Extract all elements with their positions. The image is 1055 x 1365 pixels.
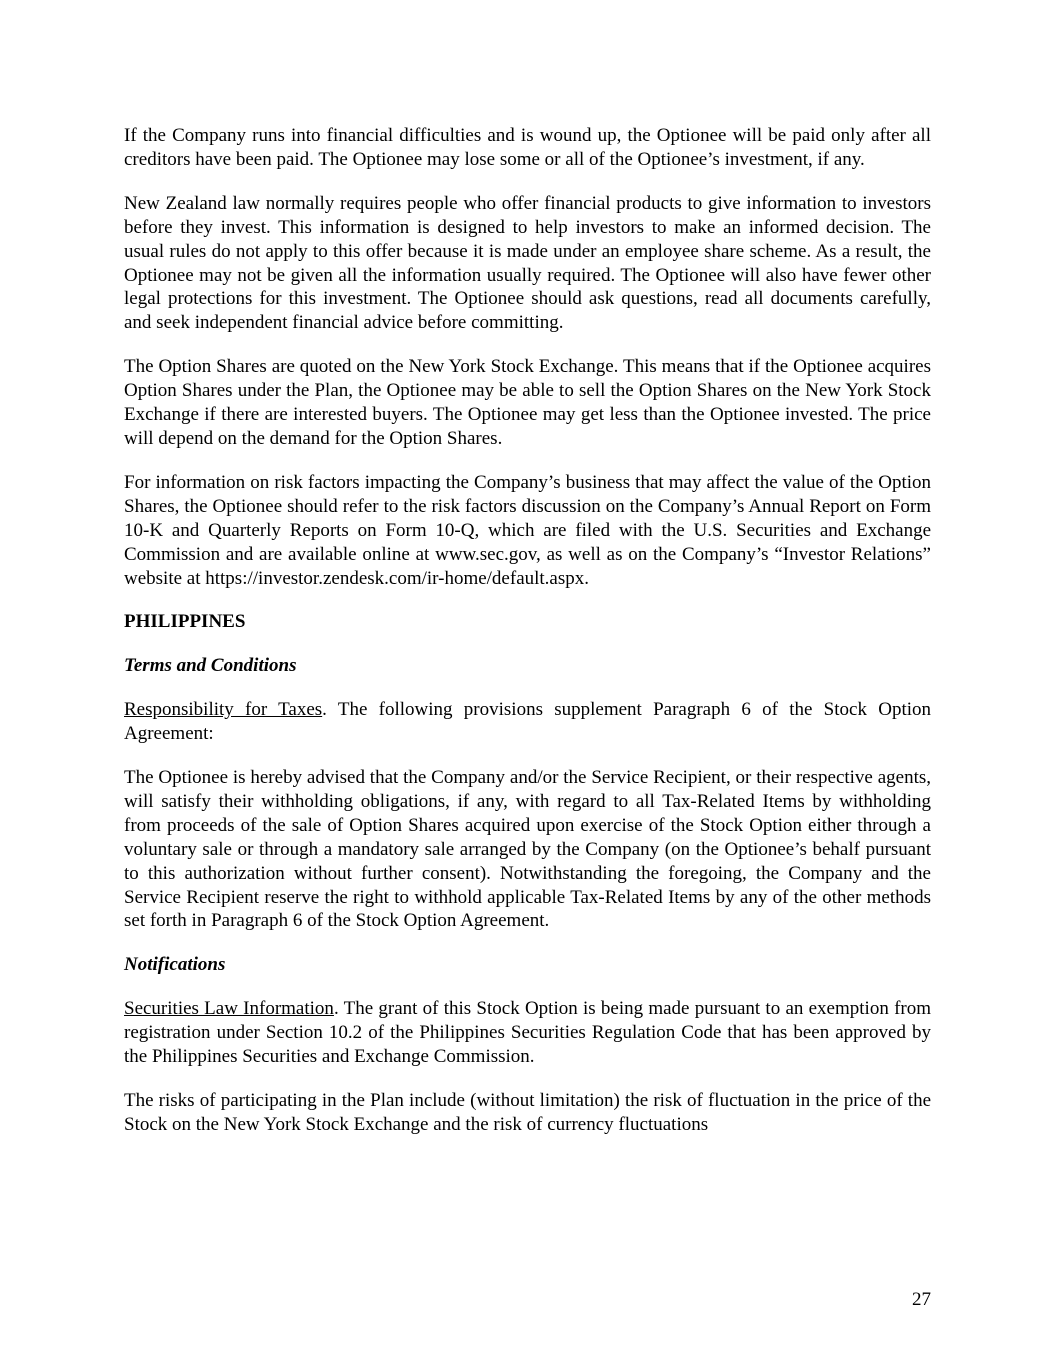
- subheading-terms-and-conditions: Terms and Conditions: [124, 655, 297, 677]
- paragraph-withholding: The Optionee is hereby advised that the Company and/or the Service Recipient, or their respective agents, will satisfy their withholding obligations, if any, with regard to all Tax-Related Items by withholding from proceeds of the sale of Option Shares acquired upon exercise of the Stock Option either through a voluntary sale or through a mandatory sale arranged by the Company (on the Optionee’s behalf pursuant to this authorization without further consent). Notwithstanding the foregoing, the Company and the Service Recipient reserve the right to withhold applicable Tax-Related Items by any of the other methods set forth in Paragraph 6 of the Stock Option Agreement.: [124, 767, 931, 932]
- paragraph-option-shares-quoted: The Option Shares are quoted on the New York Stock Exchange. This means that if the Optionee acquires Option Shares under the Plan, the Optionee may be able to sell the Option Shares on the New York Stock Exchange if there are interested buyers. The Optionee may get less than the Optionee invested. The price will depend on the demand for the Option Shares.: [124, 356, 931, 449]
- section-heading-philippines: PHILIPPINES: [124, 611, 246, 633]
- securities-text: . The grant of this Stock Option is being made pursuant to an exemption from registration under Section 10.2 of the Philippines Securities Regulation Code that has been approved by the Philippines Securities and Exchange Commission.: [124, 998, 932, 1068]
- page-number: 27: [912, 1289, 931, 1310]
- paragraph-securities-law: [124, 997, 931, 1069]
- paragraph-nz-law: New Zealand law normally requires people who offer financial products to give information to investors before they invest. This information is designed to help investors to make an informed decision. The usual rules do not apply to this offer because it is made under an employee share scheme. As a result, the Optionee may not be given all the information usually required. The Optionee will also have fewer other legal protections for this investment. The Optionee should ask questions, read all documents carefully, and seek independent financial advice before committing.: [124, 192, 931, 334]
- securities-title: Securities Law Information: [124, 998, 334, 1020]
- subheading-notifications: Notifications: [124, 954, 226, 976]
- paragraph-risk-factors: For information on risk factors impacting the Company’s business that may affect the value of the Option Shares, the Optionee should refer to the risk factors discussion on the Company’s Annual Report on Form 10-K and Quarterly Reports on Form 10-Q, which are filed with the U.S. Securities and Exchange Commission and are available online at www.sec.gov, as well as on the Company’s “Investor Relations” website at https://investor.zendesk.com/ir-home/default.aspx.: [124, 471, 931, 589]
- paragraph-risks-of-participating: The risks of participating in the Plan include (without limitation) the risk of fluctuation in the price of the Stock on the New York Stock Exchange and the risk of currency fluctuations: [124, 1090, 931, 1135]
- taxes-title: Responsibility for Taxes: [124, 699, 323, 721]
- paragraph-wind-up: If the Company runs into financial difficulties and is wound up, the Optionee will be paid only after all creditors have been paid. The Optionee may lose some or all of the Optionee’s investment, if any.: [124, 125, 931, 170]
- document-page: [124, 124, 931, 1137]
- taxes-text: . The following provisions supplement Paragraph 6 of the Stock Option Agreement:: [124, 699, 932, 745]
- paragraph-responsibility-for-taxes: [124, 698, 931, 746]
